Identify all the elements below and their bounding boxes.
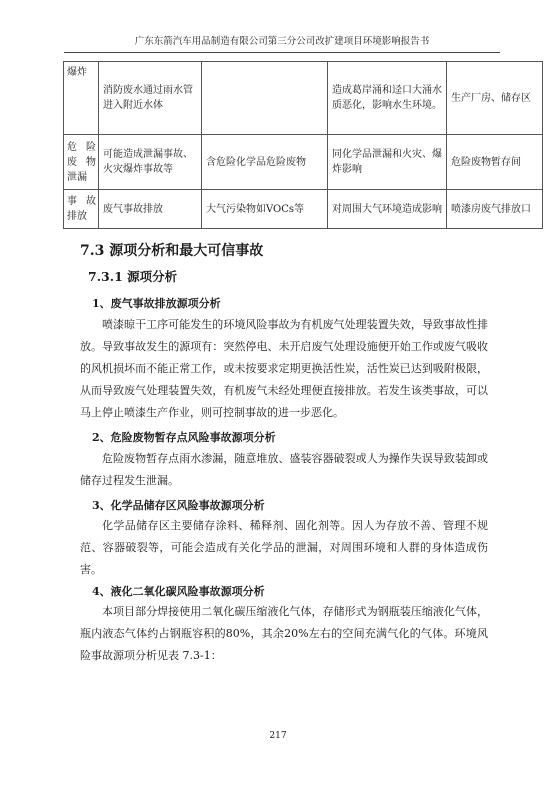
- table-cell: 大气污染物如VOCs等: [202, 190, 328, 229]
- item-3-paragraph: 化学品储存区主要储存涂料、稀释剂、固化剂等。因人为存放不善、管理不规范、容器破裂等，可能会造成有关化学品的泄漏，对周围环境和人群的身体造成伤害。: [80, 519, 488, 576]
- table-cell: 同化学品泄漏和火灾、爆炸影响: [328, 135, 447, 190]
- table-cell: 事故排放: [64, 190, 99, 229]
- table-cell: 消防废水通过雨水管进入附近水体: [99, 62, 202, 135]
- item-1-heading: 1、废气事故排放源项分析: [92, 297, 221, 310]
- table-cell: 对周围大气环境造成影响: [328, 190, 447, 229]
- table-row: [64, 62, 543, 135]
- item-4-heading: 4、液化二氧化碳风险事故源项分析: [92, 585, 265, 598]
- table-cell: [202, 62, 328, 135]
- table-row: [64, 190, 543, 229]
- table-cell: 造成葛岸涌和迳口大涌水质恶化，影响水生环境。: [328, 62, 447, 135]
- header-rule: [64, 52, 500, 53]
- page-number: 217: [269, 731, 287, 741]
- table-cell: 爆炸: [64, 62, 99, 135]
- section-heading-7-3: 7.3 源项分析和最大可信事故: [80, 243, 264, 259]
- table-cell: 危险废物泄漏: [64, 135, 99, 190]
- item-4-paragraph: 本项目部分焊接使用二氧化碳压缩液化气体，存储形式为钢瓶装压缩液化气体，瓶内液态气体约占钢瓶容积的80%，其余20%左右的空间充满气化的气体。环境风险事故源项分析见表 7.3-1：: [80, 605, 488, 662]
- section-heading-7-3-1: 7.3.1 源项分析: [88, 269, 178, 284]
- item-1-paragraph: 喷漆晾干工序可能发生的环境风险事故为有机废气处理装置失效，导致事故性排放。导致事故发生的源项有：突然停电、未开启废气处理设施便开始工作或废气吸收的风机损坏而不能正常工作，或未按要求定期更换活性炭，活性炭已达到吸附极限，从而导致废气处理装置失效，有机废气未经处理便直接排放。若发生该类事故，可以马上停止喷漆生产作业，则可控制事故的进一步恶化。: [80, 318, 488, 419]
- table-cell: 危险废物暂存间: [447, 135, 543, 190]
- item-2-paragraph: 危险废物暂存点雨水渗漏，随意堆放、盛装容器破裂或人为操作失误导致装卸或储存过程发生泄漏。: [80, 452, 488, 487]
- table-cell: 废气事故排放: [99, 190, 202, 229]
- running-header: 广东东箭汽车用品制造有限公司第三分公司改扩建项目环境影响报告书: [134, 36, 430, 47]
- table-cell: 喷漆房废气排放口: [447, 190, 543, 229]
- item-3-heading: 3、化学品储存区风险事故源项分析: [92, 499, 265, 512]
- table-cell: 生产厂房、储存区: [447, 62, 543, 135]
- item-2-heading: 2、危险废物暂存点风险事故源项分析: [92, 431, 276, 444]
- risk-table: [63, 61, 543, 229]
- table-row: [64, 135, 543, 190]
- table-cell: 可能造成泄漏事故、火灾爆炸事故等: [99, 135, 202, 190]
- table-cell: 含危险化学品危险废物: [202, 135, 328, 190]
